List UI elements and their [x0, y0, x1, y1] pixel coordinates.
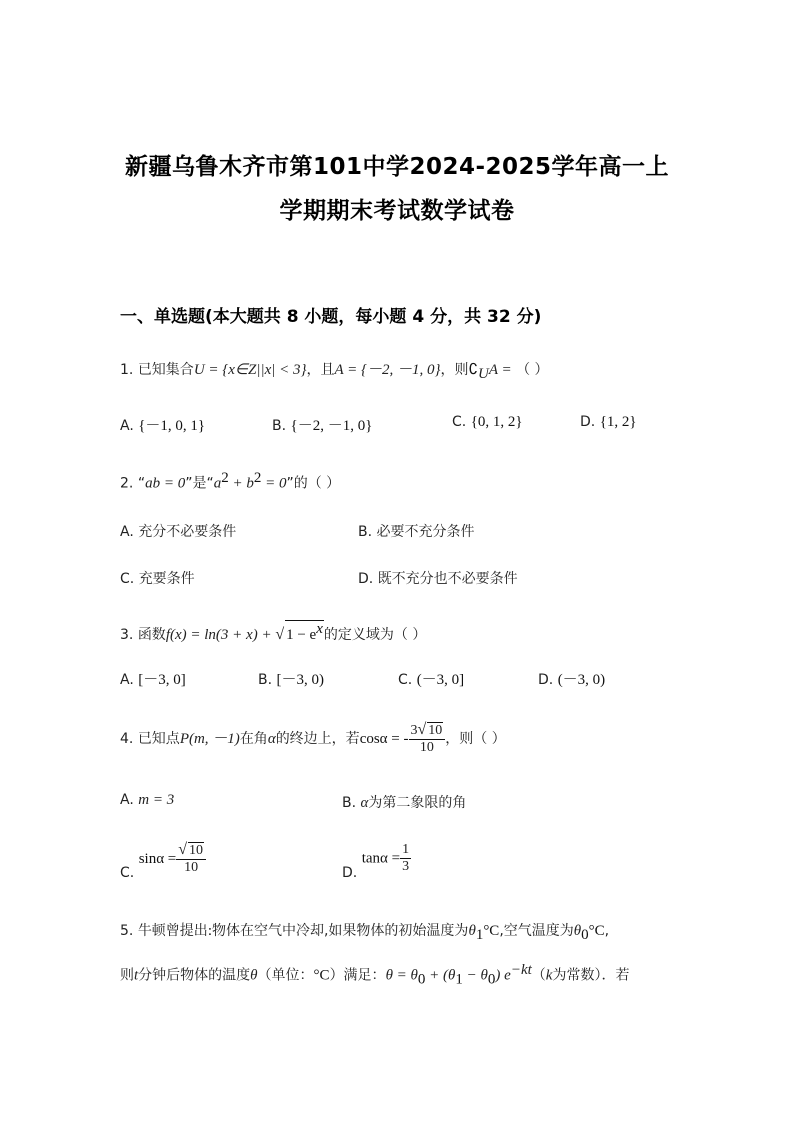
- section-heading-single-choice: 一、单选题(本大题共 8 小题，每小题 4 分，共 32 分): [120, 307, 542, 327]
- formula-math: + (θ: [425, 967, 456, 984]
- complement-a: A =: [488, 362, 512, 378]
- question-4: [120, 722, 506, 756]
- question-text: 物体在空气中冷却,如果物体的初始温度为: [211, 923, 469, 939]
- sqrt-text: 1 − e: [286, 627, 317, 643]
- question-2: [120, 470, 340, 493]
- option-math: {－2, －1, 0}: [290, 418, 373, 434]
- question-1-option-b: [272, 414, 372, 435]
- option-label: C.: [398, 672, 413, 688]
- question-2-option-a: [120, 521, 236, 541]
- frac-denominator: 10: [184, 860, 199, 875]
- sqrt-sup: x: [316, 621, 323, 637]
- theta-symbol: θ: [573, 923, 582, 939]
- question-3-option-d: [538, 668, 605, 689]
- degree-c: °C: [483, 923, 500, 939]
- sqrt-icon: √: [178, 841, 188, 858]
- question-number: 5.: [120, 923, 134, 939]
- question-text: （单位：: [257, 967, 314, 984]
- option-math: {0, 1, 2}: [470, 414, 523, 430]
- option-text: 为第二象限的角: [368, 795, 467, 811]
- option-label: A.: [120, 672, 134, 688]
- option-label: B.: [272, 418, 287, 434]
- option-math: {1, 2}: [599, 414, 637, 430]
- frac-radicand: 10: [428, 723, 443, 738]
- k-symbol: k: [545, 967, 553, 984]
- question-5-line-1: [120, 920, 609, 944]
- option-label: D.: [538, 672, 554, 688]
- quote-open: “: [137, 475, 146, 492]
- question-text: （: [531, 967, 546, 984]
- degree-c: °C: [588, 923, 605, 939]
- option-math: tanα =: [361, 850, 401, 867]
- question-4-option-d: [342, 842, 411, 881]
- expr-a: a: [213, 475, 222, 492]
- question-text: 分钟后物体的温度: [138, 967, 251, 984]
- question-text: 函数: [137, 627, 166, 643]
- question-1-option-a: [120, 414, 205, 435]
- answer-paren: （ ）: [516, 362, 549, 378]
- question-number: 4.: [120, 731, 134, 747]
- option-math: [－3, 0]: [138, 672, 186, 688]
- question-text: 为常数）．若: [552, 967, 630, 984]
- question-text: 已知集合: [137, 362, 194, 378]
- formula-sub: 1: [455, 971, 463, 988]
- question-text: ,空气温度为: [499, 923, 574, 939]
- theta-subscript: 0: [581, 926, 589, 943]
- question-1-option-d: [580, 414, 637, 431]
- option-label: D.: [580, 414, 596, 430]
- question-3-option-a: [120, 668, 186, 689]
- frac-coef: 3: [410, 723, 418, 738]
- option-math: [－3, 0): [276, 672, 325, 688]
- formula-sub: 0: [487, 971, 496, 988]
- question-2-option-c: [120, 568, 195, 588]
- question-4-option-b: [342, 792, 466, 812]
- exam-title-line-1: 新疆乌鲁木齐市第101中学2024-2025学年高一上: [124, 154, 670, 180]
- question-text: 则: [120, 967, 134, 984]
- question-text: 牛顿曾提出: [137, 923, 208, 939]
- option-label: A.: [120, 524, 134, 540]
- expr-sup: 2: [253, 470, 262, 486]
- question-2-option-b: [358, 521, 475, 541]
- option-text: 既不充分也不必要条件: [377, 571, 518, 587]
- point-math: P(m, －1): [179, 731, 240, 747]
- option-text: 充要条件: [138, 571, 195, 587]
- question-3: [120, 620, 426, 644]
- alpha-symbol: α: [360, 795, 369, 811]
- colon: :: [207, 923, 212, 939]
- question-text: ，且: [306, 362, 335, 378]
- expr-ab: ab = 0: [145, 475, 186, 492]
- option-math: {－1, 0, 1}: [138, 418, 206, 434]
- theta-subscript: 1: [475, 926, 484, 943]
- question-3-option-c: [398, 668, 464, 689]
- option-label: B.: [358, 524, 373, 540]
- question-text: ，则（ ）: [445, 731, 506, 747]
- question-text: ，则: [440, 362, 469, 378]
- option-label: C.: [120, 865, 135, 881]
- option-label: D.: [358, 571, 374, 587]
- question-text: 的定义域为（ ）: [323, 627, 427, 643]
- question-number: 2.: [120, 475, 134, 492]
- frac-denominator: 3: [402, 859, 410, 874]
- option-label: B.: [342, 795, 357, 811]
- set-u-math: U = {x∈Z||x| < 3}: [193, 362, 307, 378]
- frac-denominator: 10: [419, 740, 434, 755]
- option-math: (－3, 0]: [416, 672, 465, 688]
- option-label: C.: [120, 571, 135, 587]
- fraction: [400, 842, 411, 875]
- option-label: D.: [342, 864, 358, 881]
- question-2-option-d: [358, 568, 518, 588]
- exam-title-line-2: 学期期末考试数学试卷: [279, 198, 515, 224]
- complement-symbol: ∁: [468, 362, 479, 378]
- question-text: ”是“: [185, 475, 214, 492]
- question-text: 在角: [239, 731, 268, 747]
- sqrt-body: [285, 620, 324, 644]
- set-a-math: A = {－2, －1, 0}: [334, 362, 441, 378]
- question-number: 3.: [120, 627, 134, 643]
- complement-subscript: U: [478, 365, 489, 382]
- question-4-option-a: [120, 792, 174, 809]
- formula-sub: 0: [417, 971, 426, 988]
- question-text: 的终边上，若: [275, 731, 360, 747]
- t-symbol: t: [134, 967, 139, 984]
- option-label: A.: [120, 792, 134, 808]
- option-math: m = 3: [138, 792, 175, 808]
- function-math: f(x) = ln(3 + x) +: [165, 627, 276, 643]
- sqrt-icon: √: [275, 626, 285, 643]
- expr-sup: 2: [221, 470, 229, 486]
- formula-sup: −kt: [510, 962, 532, 978]
- question-text: 已知点: [137, 731, 180, 747]
- cos-math: cosα = -: [359, 731, 409, 747]
- frac-radicand: 10: [189, 843, 204, 858]
- formula-math: θ = θ: [385, 967, 418, 984]
- degree-c: °C: [313, 967, 330, 984]
- theta-symbol: θ: [468, 923, 476, 939]
- question-text: ,: [604, 923, 610, 939]
- fraction: [409, 722, 446, 756]
- formula-math: ) e: [495, 967, 511, 984]
- sqrt-icon: √: [417, 721, 427, 738]
- theta-symbol: θ: [250, 967, 258, 984]
- alpha-symbol: α: [267, 731, 276, 747]
- formula-math: − θ: [462, 967, 488, 984]
- option-text: 必要不充分条件: [376, 524, 475, 540]
- question-text: ）满足：: [329, 967, 386, 984]
- frac-numerator: 1: [402, 842, 410, 857]
- option-label: B.: [258, 672, 273, 688]
- expr-eq: = 0: [261, 475, 287, 492]
- question-number: 1.: [120, 362, 134, 378]
- question-text: ”的（ ）: [286, 475, 341, 492]
- option-label: C.: [452, 414, 467, 430]
- option-math: (－3, 0): [557, 672, 606, 688]
- option-label: A.: [120, 418, 134, 434]
- question-3-option-b: [258, 668, 324, 689]
- option-text: 充分不必要条件: [138, 524, 237, 540]
- question-5-line-2: [120, 962, 629, 988]
- fraction: [176, 842, 206, 876]
- question-1: [120, 358, 549, 383]
- expr-b: + b: [228, 475, 254, 492]
- question-4-option-c: [120, 841, 206, 881]
- option-math: sinα =: [138, 851, 177, 867]
- question-1-option-c: [452, 414, 523, 431]
